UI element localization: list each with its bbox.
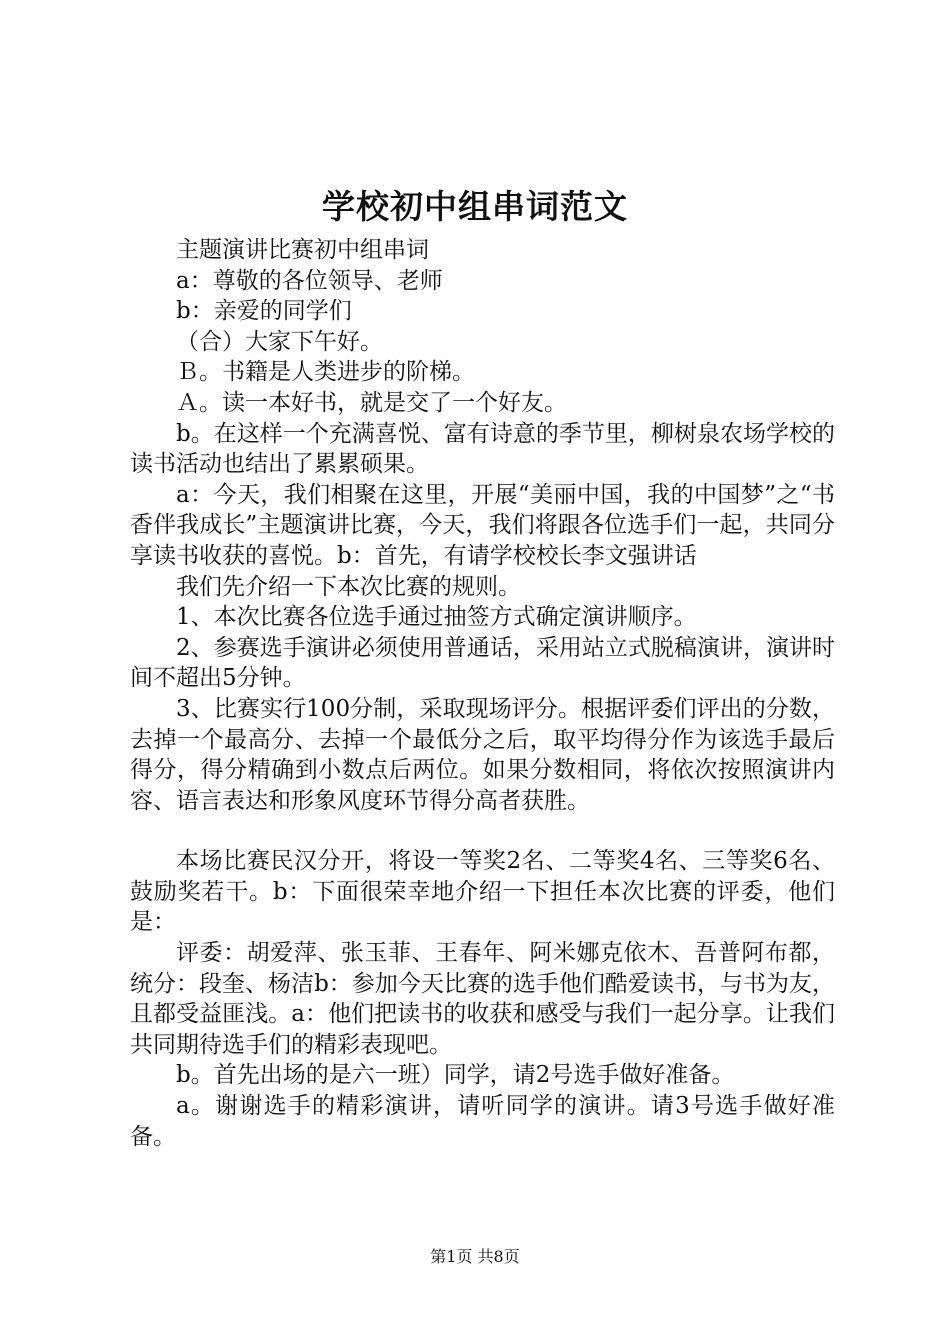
paragraph: b。首先出场的是六一班）同学，请2号选手做好准备。 bbox=[176, 1062, 735, 1089]
document-body bbox=[130, 235, 835, 1152]
page-footer: 第1页 共8页 bbox=[430, 1247, 520, 1266]
document-title: 学校初中组串词范文 bbox=[322, 187, 628, 226]
paragraph: Ｂ。书籍是人类进步的阶梯。 bbox=[176, 359, 475, 386]
paragraph: 2、参赛选手演讲必须使用普通话，采用站立式脱稿演讲，演讲时间不超出5分钟。 bbox=[130, 634, 835, 692]
paragraph: 评委：胡爱萍、张玉菲、王春年、阿米娜克依木、吾普阿布都，统分：段奎、杨洁b：参加今天比赛的选手他们酷爱读书，与书为友，且都受益匪浅。a：他们把读书的收获和感受与我们一起分享。让我们共同期待选手们的精彩表现吧。 bbox=[130, 940, 835, 1058]
paragraph: 我们先介绍一下本次比赛的规则。 bbox=[176, 573, 521, 600]
paragraph: b。在这样一个充满喜悦、富有诗意的季节里，柳树泉农场学校的读书活动也结出了累累硕果。 bbox=[130, 420, 835, 478]
paragraph: 3、比赛实行100分制，采取现场评分。根据评委们评出的分数，去掉一个最高分、去掉一个最低分之后，取平均得分作为该选手最后得分，得分精确到小数点后两位。如果分数相同，将依次按照演讲内容、语言表达和形象风度环节得分高者获胜。 bbox=[130, 695, 835, 814]
paragraph: （合）大家下午好。 bbox=[176, 328, 383, 355]
paragraph: a。谢谢选手的精彩演讲，请听同学的演讲。请3号选手做好准备。 bbox=[130, 1093, 835, 1150]
paragraph: 主题演讲比赛初中组串词 bbox=[176, 237, 429, 263]
paragraph: 本场比赛民汉分开，将设一等奖2名、二等奖4名、三等奖6名、鼓励奖若干。b：下面很荣幸地介绍一下担任本次比赛的评委，他们是： bbox=[130, 848, 835, 936]
paragraph: a：尊敬的各位领导、老师 bbox=[176, 267, 443, 294]
paragraph: b：亲爱的同学们 bbox=[176, 298, 352, 325]
paragraph: Ａ。读一本好书，就是交了一个好友。 bbox=[176, 389, 567, 416]
paragraph: 1、本次比赛各位选手通过抽签方式确定演讲顺序。 bbox=[176, 604, 697, 631]
paragraph: a：今天，我们相聚在这里，开展“美丽中国，我的中国梦”之“书香伴我成长”主题演讲比赛，今天，我们将跟各位选手们一起，共同分享读书收获的喜悦。b：首先，有请学校校长李文强讲话 bbox=[130, 481, 835, 569]
